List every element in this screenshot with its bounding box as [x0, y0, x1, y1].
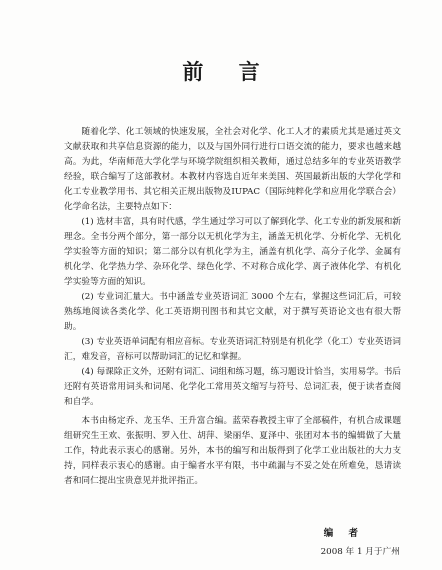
paragraph-point-2: (2) 专业词汇量大。书中涵盖专业英语词汇 3000 个左右，掌握这些词汇后，可较熟练地阅读各类化学、化工英语期刊图书和其它文献，对于撰写英语论文也有很大帮助。 — [64, 292, 401, 332]
paragraph-point-3: (3) 专业英语单词配有相应音标。专业英语词汇特别是有机化学（化工）专业英语词汇，难发音，音标可以帮助词汇的记忆和掌握。 — [64, 337, 401, 362]
paragraph-point-1: (1) 选材丰富，具有时代感，学生通过学习可以了解到化学、化工专业的新发展和新理念。全书分两个部分，第一部分以无机化学为主，涵盖无机化学、分析化学、无机化学实验等方面的知识；第二部分以有机化学为主，涵盖有机化学、高分子化学、金属有机化学、化学热力学、杂环化学、绿色化学、不对称合成化学、离子液体化学、有机化学实验等方面的知识。 — [64, 217, 401, 287]
date-line: 2008 年 1 月于广州 — [320, 547, 400, 557]
paragraph-acknowledgement: 本书由杨定乔、龙玉华、王升富合编。蓝荣春教授主审了全部稿件，有机合成课题组研究生王欢、张振明、罗入仕、胡萍、梁丽华、夏泽中、张团对本书的编辑做了大量工作，特此表示衷心的感谢。另外，本书的编写和出版得到了化学工业出版社的大力支持，同样表示衷心的感谢。由于编者水平有限，书中疏漏与不妥之处在所难免，恳请读者和同仁提出宝贵意见并批评指正。 — [64, 416, 401, 486]
preface-body — [64, 125, 401, 489]
paragraph-intro: 随着化学、化工领域的快速发展，全社会对化学、化工人才的素质尤其是通过英文文献获取和共享信息资源的能力，以及与国外同行进行口语交流的能力，要求也越来越高。为此，华南师范大学化学与环境学院组织相关教师，通过总结多年的专业英语教学经验，联合编写了这部教材。本教材内容选自近年来美国、英国最新出版的大学化学和化工专业教学用书、其它相关正规出版物及IUPAC（国际纯粹化学和应用化学联合会）化学命名法，主要特点如下： — [64, 127, 401, 212]
page-title: 前 言 — [182, 60, 274, 84]
paragraph-point-4: (4) 每课除正文外，还附有词汇、词组和练习题，练习题设计恰当，实用易学。书后还附有英语常用词头和词尾、化学化工常用英文缩写与符号、总词汇表，便于读者查阅和自学。 — [64, 367, 401, 407]
signature: 编 者 — [323, 528, 364, 539]
